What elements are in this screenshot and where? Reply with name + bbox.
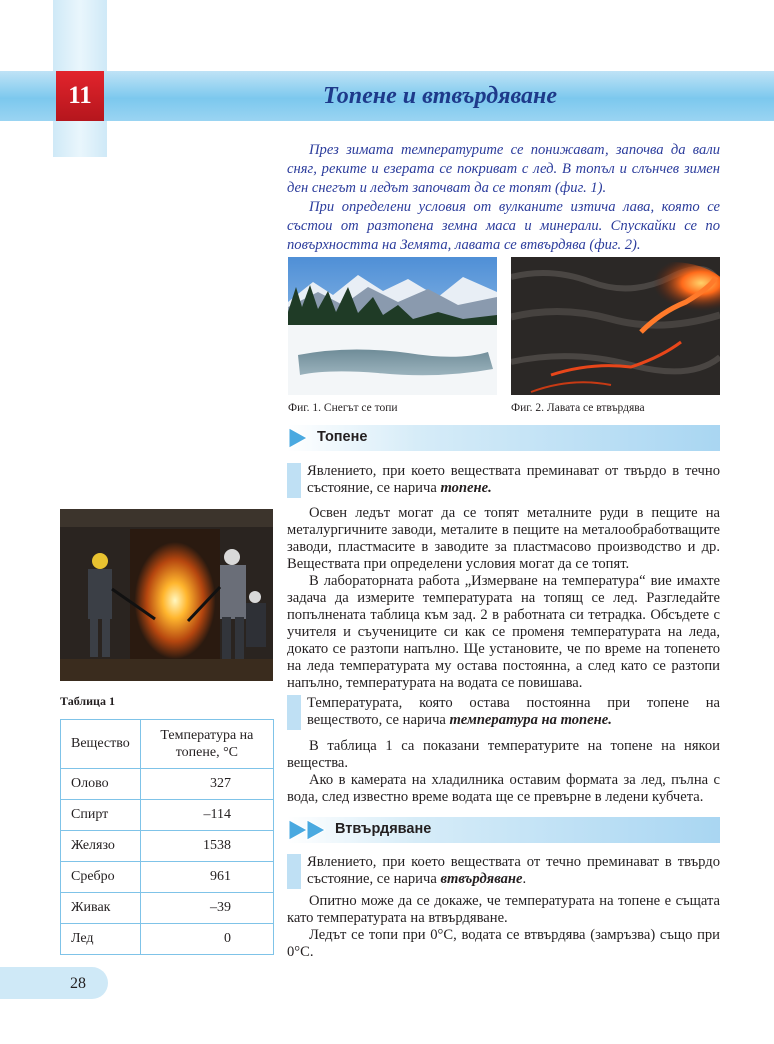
double-arrow-right-icon xyxy=(288,819,328,841)
arrow-right-icon xyxy=(288,427,308,449)
table-row xyxy=(61,831,274,862)
melting-definition-text: Явлението, при което веществата преминават от твърдо в течно състояние, се нарича xyxy=(307,463,720,496)
substance-cell: Желязо xyxy=(61,831,141,862)
figure-1-caption: Фиг. 1. Снегът се топи xyxy=(288,402,398,414)
table-row xyxy=(61,769,274,800)
column-header-temperature: Температура на топене, °C xyxy=(140,720,273,769)
table-row xyxy=(61,924,274,955)
lesson-number-badge: 11 xyxy=(56,71,104,121)
temperature-cell: 1538 xyxy=(140,831,273,862)
melting-paragraph-4: Ако в камерата на хладилника оставим формата за лед, пълна с вода, след известно време водата ще се превърне в ледени кубчета. xyxy=(287,772,720,805)
page-number: 28 xyxy=(70,975,86,992)
melting-body-2 xyxy=(287,738,720,806)
melting-section-title: Топене xyxy=(317,429,368,445)
solidifying-body xyxy=(287,893,720,961)
page-title: Топене и втвърдяване xyxy=(322,83,558,109)
temperature-cell: –114 xyxy=(140,800,273,831)
figure-2-caption: Фиг. 2. Лавата се втвърдява xyxy=(511,402,645,414)
melting-term: топене. xyxy=(440,480,492,496)
substance-cell: Лед xyxy=(61,924,141,955)
foundry-photo xyxy=(60,509,273,681)
temperature-cell: 327 xyxy=(140,769,273,800)
solidifying-section-title: Втвърдяване xyxy=(335,821,432,837)
melting-temperature-term: температура на топене. xyxy=(449,712,612,728)
substance-cell: Спирт xyxy=(61,800,141,831)
definition-marker xyxy=(287,854,301,889)
intro-paragraph-1: През зимата температурите се понижават, започва да вали сняг, реките и езерата се покриват с лед. В топъл и слънчев зимен ден снегът и ледът започват да се топят (фиг. 1). xyxy=(287,142,720,196)
table-header-row xyxy=(61,720,274,769)
solidifying-definition xyxy=(307,854,720,888)
melting-body xyxy=(287,505,720,692)
page-number-tab xyxy=(0,967,108,999)
definition-marker xyxy=(287,463,301,498)
melting-paragraph-2: В лабораторната работа „Измерване на температура“ вие имахте задача да измерите температурата на топящ се лед. Разгледайте попълнената таблица към зад. 2 в работната си тетрадка. Обсъдете с учителя и съучениците си как се променя температурата на леда, докато се разтопи напълно. Ще установите, че по време на топенето на леда температурата му остава постоянна, а след като се разтопи напълно, температурата на водата се повишава. xyxy=(287,573,720,691)
solidifying-term: втвърдяване xyxy=(440,871,523,887)
table-row xyxy=(61,893,274,924)
table-label: Таблица 1 xyxy=(60,694,115,708)
table-row xyxy=(61,862,274,893)
temperature-cell: 961 xyxy=(140,862,273,893)
lava-image xyxy=(511,257,720,395)
intro-paragraph-2: При определени условия от вулканите изтича лава, която се състои от разтопена земна маса и минерали. Спускайки се по повърхността на Земята, лавата се втвърдява (фиг. 2). xyxy=(287,199,720,253)
column-header-substance: Вещество xyxy=(61,720,141,769)
melting-paragraph-1: Освен ледът могат да се топят металните руди в пещите на металургичните заводи, металите в пещите на металообработващите заводи, пластмасите в заводите за пластмасово производство и др. Веществата при определени условия могат да се топят. xyxy=(287,505,720,572)
snow-melting-photo xyxy=(288,257,497,395)
solidifying-definition-end: . xyxy=(522,871,527,887)
melting-definition xyxy=(307,463,720,497)
melting-point-table xyxy=(60,719,274,955)
melting-temperature-definition xyxy=(307,695,720,729)
foundry-workers-image xyxy=(60,509,273,681)
solidifying-paragraph-1: Опитно може да се докаже, че температурата на топене е същата като температурата на втвърдяване. xyxy=(287,893,720,926)
definition-marker xyxy=(287,695,301,730)
substance-cell: Живак xyxy=(61,893,141,924)
temperature-cell: –39 xyxy=(140,893,273,924)
solidifying-paragraph-2: Ледът се топи при 0°C, водата се втвърдява (замръзва) също при 0°C. xyxy=(287,927,720,960)
melting-paragraph-3: В таблица 1 са показани температурите на топене на някои вещества. xyxy=(287,738,720,771)
snow-landscape-image xyxy=(288,257,497,395)
melting-temperature-definition-text: Температурата, която остава постоянна при топене на веществото, се нарича xyxy=(307,695,720,728)
substance-cell: Сребро xyxy=(61,862,141,893)
lava-photo xyxy=(511,257,720,395)
table-row xyxy=(61,800,274,831)
temperature-cell: 0 xyxy=(140,924,273,955)
solidifying-definition-text: Явлението, при което веществата от течно преминават в твърдо състояние, се нарича xyxy=(307,854,720,887)
substance-cell: Олово xyxy=(61,769,141,800)
